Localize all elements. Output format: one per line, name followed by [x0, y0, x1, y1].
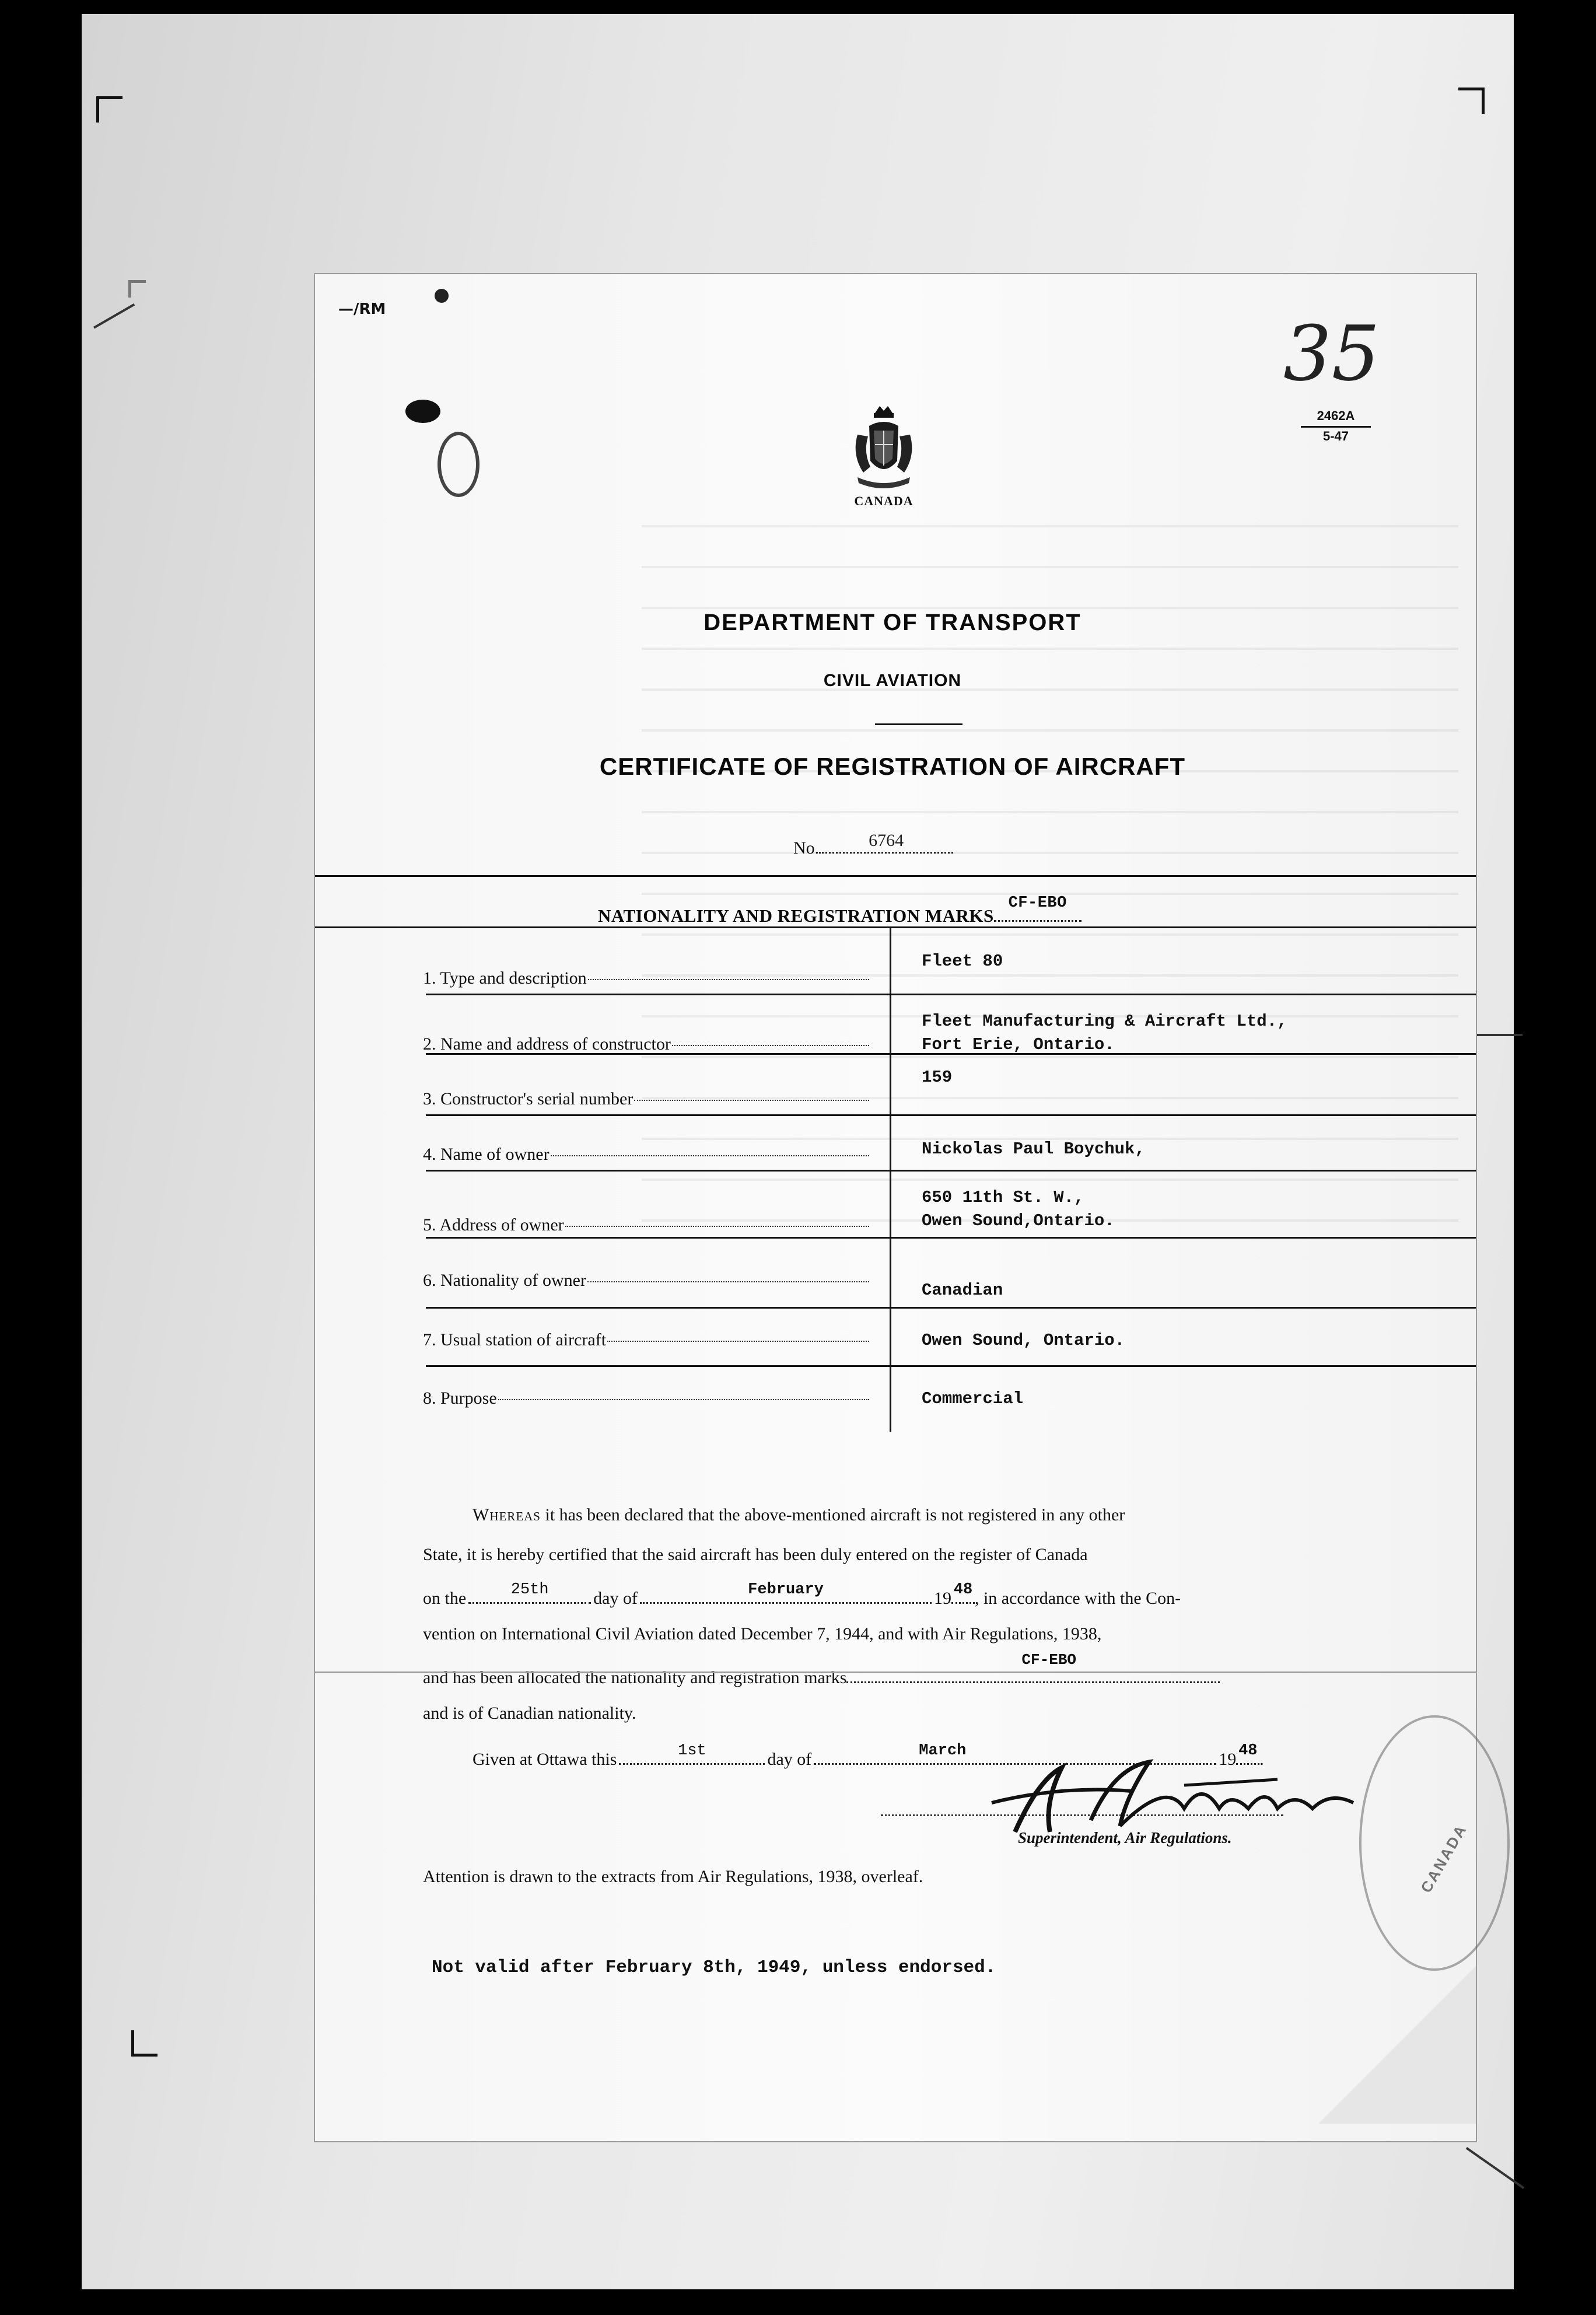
- allocated-marks: CF-EBO: [1021, 1651, 1077, 1669]
- field-label-row: [423, 1215, 869, 1235]
- certificate-number-line: [793, 831, 953, 858]
- dot-leader: [565, 1226, 869, 1227]
- field-label-row: [423, 1330, 869, 1350]
- field-value: Fleet 80: [922, 952, 1003, 971]
- field-value: Commercial: [922, 1389, 1024, 1408]
- field-label: 4. Name of owner: [423, 1145, 550, 1164]
- nationality-marks-line: [598, 894, 1082, 926]
- declaration-text: day of: [593, 1589, 638, 1608]
- header-divider: [875, 723, 963, 725]
- given-text: day of: [767, 1750, 812, 1769]
- dot-leader: [551, 1155, 869, 1156]
- field-label-row: [423, 1389, 869, 1408]
- year-prefix: 19: [1219, 1750, 1237, 1769]
- field-label: 7. Usual station of aircraft: [423, 1330, 607, 1349]
- given-month: March: [919, 1742, 967, 1760]
- ink-blot: [405, 400, 440, 423]
- validity-note: Not valid after February 8th, 1949, unless endorsed.: [432, 1957, 996, 1978]
- signatory-title: Superintendent, Air Regulations.: [1018, 1829, 1232, 1847]
- certificate-number-label: No.: [793, 838, 820, 858]
- dot-leader: [672, 1045, 869, 1046]
- registration-day: 25th: [510, 1581, 549, 1599]
- rule: [315, 875, 1476, 877]
- declaration-text: on the: [423, 1589, 467, 1608]
- nationality-marks-label: NATIONALITY AND REGISTRATION MARKS: [598, 905, 994, 926]
- year-blank: [951, 1581, 975, 1604]
- declaration-text: and has been allocated the nationality and registration marks: [423, 1668, 847, 1687]
- crop-mark-inner: [128, 280, 146, 298]
- certificate-number-blank: [819, 831, 953, 854]
- declaration-line: [473, 1505, 1125, 1525]
- declaration-marks-line: [423, 1651, 1220, 1688]
- ink-blot: [435, 289, 449, 303]
- declaration-text: it has been declared that the above-mentioned aircraft is not registered in any other: [541, 1505, 1125, 1524]
- day-blank: [468, 1581, 591, 1604]
- nationality-marks-value: CF-EBO: [1008, 894, 1067, 912]
- dot-leader: [607, 1341, 869, 1342]
- film-scrawl: —/RM: [338, 300, 386, 318]
- registration-year: 48: [953, 1581, 973, 1599]
- certificate-number: 6764: [869, 831, 904, 850]
- marks-blank: [846, 1651, 1220, 1683]
- table-top-rule: [315, 926, 1476, 928]
- form-number: [1301, 408, 1371, 444]
- field-label: 5. Address of owner: [423, 1215, 564, 1235]
- given-text: .: [1259, 1750, 1264, 1769]
- declaration-line: vention on International Civil Aviation dated December 7, 1944, and with Air Regulations, 1938,: [423, 1624, 1102, 1643]
- crop-mark-top-left: [96, 96, 123, 123]
- attention-note: Attention is drawn to the extracts from Air Regulations, 1938, overleaf.: [423, 1867, 923, 1886]
- dot-leader: [588, 979, 869, 980]
- field-label: 3. Constructor's serial number: [423, 1089, 634, 1108]
- field-value: Owen Sound, Ontario.: [922, 1331, 1125, 1350]
- bleed-through-text: [642, 490, 1458, 1249]
- field-label-row: [423, 968, 869, 988]
- certificate-sheet: [315, 274, 1476, 2141]
- field-value: 650 11th St. W., Owen Sound,Ontario.: [922, 1188, 1115, 1230]
- page-number-annotation: 35: [1283, 309, 1380, 398]
- field-value: Fleet Manufacturing & Aircraft Ltd., Fort Erie, Ontario.: [922, 1012, 1287, 1054]
- row-rule: [426, 994, 1476, 995]
- field-value: Canadian: [922, 1281, 1003, 1300]
- given-day: 1st: [678, 1742, 706, 1760]
- coat-of-arms: [840, 403, 928, 509]
- row-rule: [426, 1365, 1476, 1367]
- folded-corner: [1318, 1966, 1476, 2124]
- official-seal: [1359, 1715, 1510, 1971]
- whereas-word: Whereas: [473, 1505, 541, 1524]
- row-rule: [426, 1307, 1476, 1309]
- registration-month: February: [748, 1581, 824, 1599]
- given-year: 48: [1238, 1742, 1258, 1760]
- row-rule: [426, 1114, 1476, 1116]
- field-label-row: [423, 1271, 869, 1291]
- field-label: 6. Nationality of owner: [423, 1271, 586, 1290]
- row-rule: [426, 1237, 1476, 1239]
- form-code: 2462A: [1301, 408, 1371, 428]
- fold-crease: [315, 1671, 1476, 1673]
- year-prefix: 19: [933, 1589, 951, 1608]
- field-label: 8. Purpose: [423, 1389, 497, 1408]
- table-column-divider: [890, 926, 891, 1432]
- declaration-date-line: [423, 1581, 1181, 1608]
- crop-mark-bottom-left: [131, 2030, 158, 2057]
- nationality-marks-blank: [994, 894, 1082, 922]
- field-value: Nickolas Paul Boychuk,: [922, 1139, 1145, 1159]
- department-title: DEPARTMENT OF TRANSPORT: [704, 610, 1082, 635]
- dot-leader: [634, 1100, 869, 1101]
- declaration-line: and is of Canadian nationality.: [423, 1704, 636, 1723]
- month-blank: [640, 1581, 932, 1604]
- row-rule: [426, 1053, 1476, 1055]
- field-label-row: [423, 1145, 869, 1165]
- film-scratch: [1470, 1034, 1522, 1036]
- seal-text: CANADA: [1417, 1821, 1471, 1896]
- declaration-line: State, it is hereby certified that the said aircraft has been duly entered on the register of Canada: [423, 1545, 1088, 1564]
- division-title: CIVIL AVIATION: [823, 671, 962, 690]
- field-label: 2. Name and address of constructor: [423, 1034, 671, 1054]
- row-rule: [426, 1170, 1476, 1172]
- form-revision: 5-47: [1322, 429, 1349, 443]
- given-day-blank: [619, 1742, 765, 1765]
- dot-leader: [587, 1281, 869, 1282]
- dot-leader: [498, 1399, 869, 1400]
- field-label-row: [423, 1034, 869, 1054]
- hole-punch: [438, 432, 480, 497]
- field-value: 159: [922, 1068, 953, 1087]
- certificate-title: CERTIFICATE OF REGISTRATION OF AIRCRAFT: [599, 753, 1186, 780]
- crest-icon: [840, 403, 928, 490]
- crest-label: CANADA: [854, 494, 914, 508]
- field-label-row: [423, 1089, 869, 1109]
- field-label: 1. Type and description: [423, 968, 587, 988]
- crop-mark-top-right: [1458, 88, 1485, 114]
- given-text: Given at Ottawa this: [473, 1750, 617, 1769]
- declaration-text: , in accordance with the Con-: [974, 1589, 1181, 1608]
